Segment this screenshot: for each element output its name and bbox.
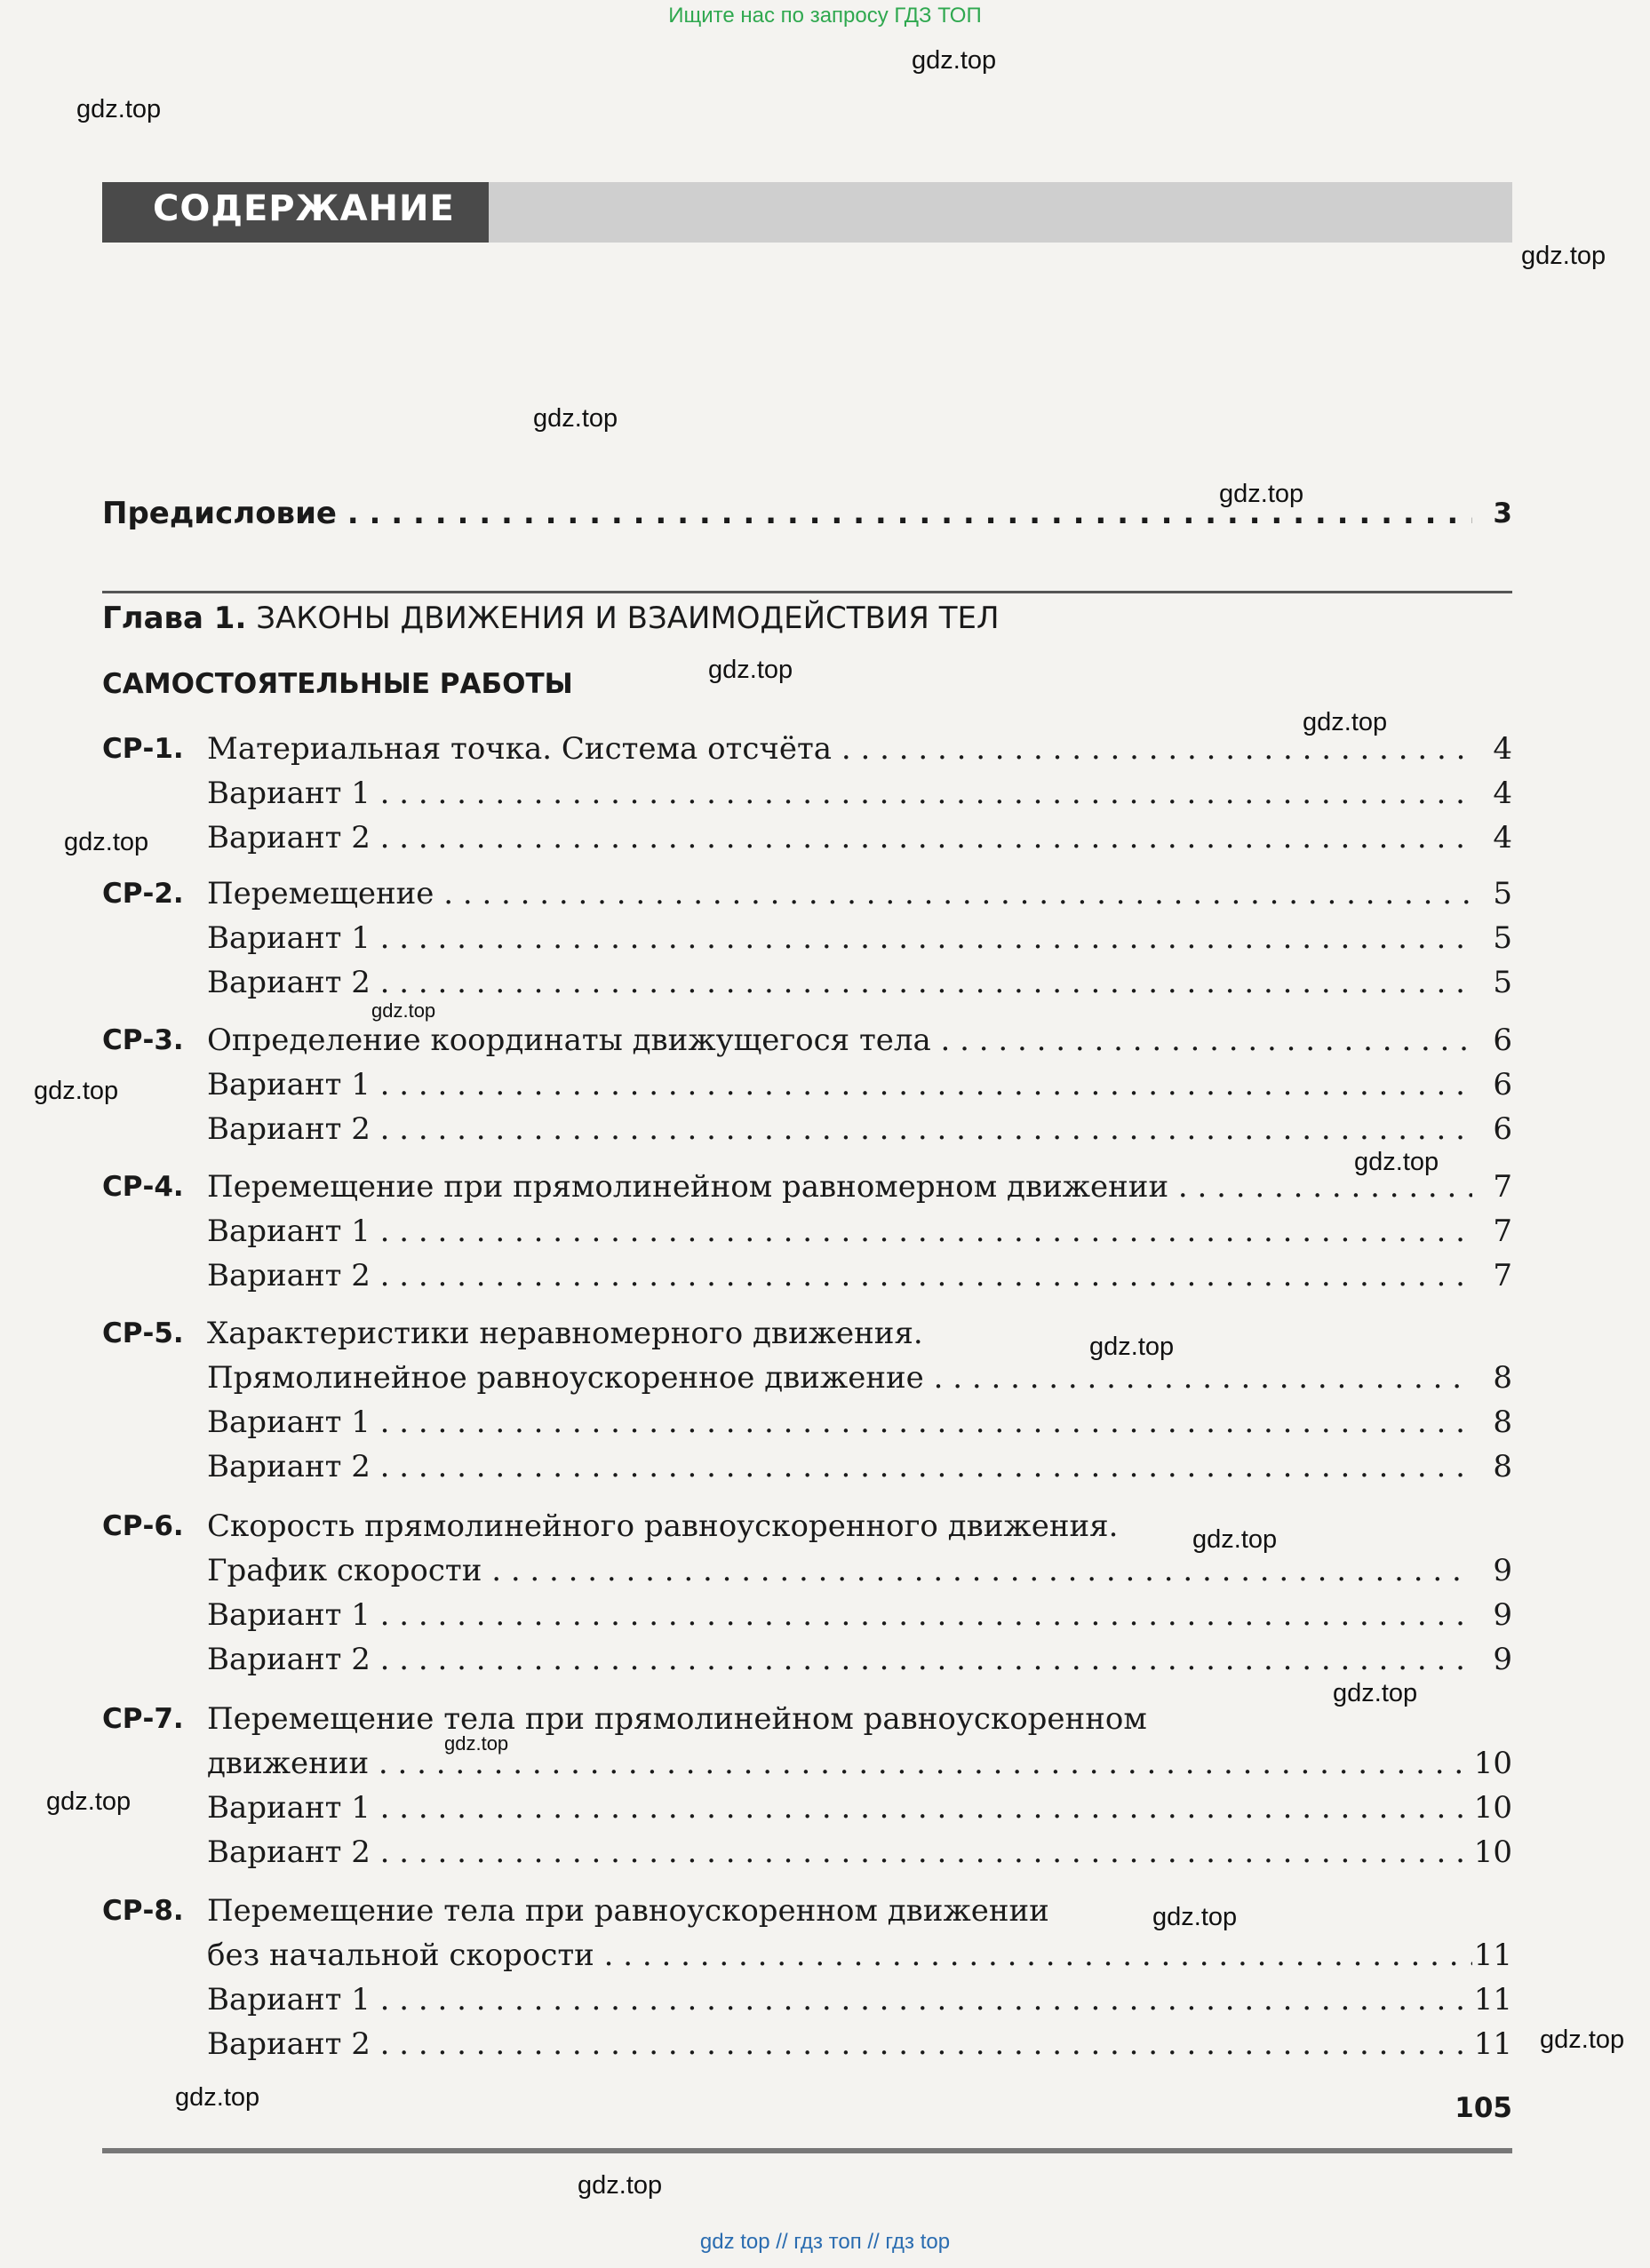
entry-title: Вариант 2 . . . bbox=[207, 1255, 1472, 1296]
watermark: gdz.top bbox=[1333, 1679, 1418, 1707]
entry-page: 8 bbox=[1493, 1449, 1512, 1484]
chapter-label: Глава 1. bbox=[102, 601, 247, 636]
divider bbox=[102, 591, 1512, 593]
watermark: gdz.top bbox=[1540, 2025, 1625, 2054]
watermark: gdz.top bbox=[912, 46, 997, 75]
entry-title: Вариант 1 . . . bbox=[207, 773, 1472, 814]
toc-entry bbox=[102, 1550, 1512, 1591]
entry-page: 11 bbox=[1473, 2026, 1512, 2062]
entry-page: 4 bbox=[1493, 776, 1512, 811]
toc-entry bbox=[102, 1699, 1512, 1739]
watermark: gdz.top bbox=[64, 828, 149, 856]
toc-entry bbox=[102, 773, 1512, 814]
entry-page: 5 bbox=[1493, 965, 1512, 1000]
entry-page: 8 bbox=[1493, 1405, 1512, 1440]
watermark: gdz.top bbox=[444, 1732, 509, 1755]
entry-page: 9 bbox=[1493, 1597, 1512, 1633]
entry-page: 9 bbox=[1493, 1642, 1512, 1677]
entry-code: СР-8. bbox=[102, 1895, 184, 1927]
toc-entry bbox=[102, 1979, 1512, 2020]
watermark: gdz.top bbox=[1521, 242, 1606, 270]
entry-title: Вариант 1 . . . bbox=[207, 1787, 1472, 1828]
entry-page: 11 bbox=[1473, 1938, 1512, 1973]
entry-page: 7 bbox=[1493, 1258, 1512, 1293]
entry-title: График скорости . . . bbox=[207, 1550, 1472, 1591]
entry-code: СР-3. bbox=[102, 1024, 184, 1056]
watermark: gdz.top bbox=[578, 2171, 663, 2200]
entry-page: 7 bbox=[1493, 1214, 1512, 1249]
toc-entry bbox=[102, 2024, 1512, 2065]
section-heading: САМОСТОЯТЕЛЬНЫЕ РАБОТЫ bbox=[102, 668, 573, 700]
page-title: СОДЕРЖАНИЕ bbox=[153, 188, 455, 229]
entry-title: Прямолинейное равноускоренное движение . . . bbox=[207, 1357, 1472, 1398]
entry-page: 5 bbox=[1493, 876, 1512, 911]
entry-title: Вариант 2 . . . bbox=[207, 1109, 1472, 1150]
entry-title: Вариант 2 . . . bbox=[207, 962, 1472, 1003]
watermark: gdz.top bbox=[1303, 708, 1388, 736]
preface-title: Предисловие . . . bbox=[102, 493, 1472, 534]
toc-entry bbox=[102, 1255, 1512, 1296]
entry-title: Перемещение тела при прямолинейном равноускоренном bbox=[207, 1701, 1147, 1737]
watermark: gdz.top bbox=[533, 404, 618, 433]
toc-entry bbox=[102, 1832, 1512, 1873]
top-banner[interactable]: Ищите нас по запросу ГДЗ ТОП bbox=[668, 4, 982, 28]
bottom-banner[interactable]: gdz top // гдз топ // гдз top bbox=[699, 2230, 951, 2254]
entry-title: Скорость прямолинейного равноускоренного движения. bbox=[207, 1508, 1119, 1544]
watermark: gdz.top bbox=[371, 999, 436, 1022]
entry-title: Определение координаты движущегося тела . . . bbox=[207, 1020, 1472, 1061]
toc-entry bbox=[102, 1166, 1512, 1207]
entry-page: 9 bbox=[1493, 1553, 1512, 1588]
entry-code: СР-5. bbox=[102, 1317, 184, 1349]
entry-title: Характеристики неравномерного движения. bbox=[207, 1316, 923, 1351]
toc-entry bbox=[102, 1109, 1512, 1150]
footer-rule bbox=[102, 2148, 1512, 2153]
entry-title: Вариант 1 . . . bbox=[207, 1979, 1472, 2020]
entry-title: Вариант 1 . . . bbox=[207, 1402, 1472, 1443]
entry-title: Вариант 2 . . . bbox=[207, 1832, 1472, 1873]
entry-page: 8 bbox=[1493, 1360, 1512, 1396]
toc-entry bbox=[102, 1743, 1512, 1784]
preface-page: 3 bbox=[1493, 497, 1512, 529]
entry-page: 7 bbox=[1493, 1169, 1512, 1205]
toc-entry bbox=[102, 1402, 1512, 1443]
toc-entry bbox=[102, 1446, 1512, 1487]
entry-code: СР-6. bbox=[102, 1510, 184, 1542]
entry-title: Вариант 1 . . . bbox=[207, 1211, 1472, 1252]
chapter-title: ЗАКОНЫ ДВИЖЕНИЯ И ВЗАИМОДЕЙСТВИЯ ТЕЛ bbox=[256, 601, 1000, 636]
entry-title: Перемещение тела при равноускоренном движении bbox=[207, 1893, 1049, 1929]
watermark: gdz.top bbox=[1192, 1525, 1278, 1554]
entry-title: Вариант 2 . . . bbox=[207, 817, 1472, 858]
entry-title: Перемещение при прямолинейном равномерном движении . . . bbox=[207, 1166, 1472, 1207]
entry-page: 6 bbox=[1493, 1067, 1512, 1102]
watermark: gdz.top bbox=[1219, 480, 1304, 508]
toc-entry bbox=[102, 1064, 1512, 1105]
entry-page: 6 bbox=[1493, 1023, 1512, 1058]
watermark: gdz.top bbox=[175, 2083, 260, 2112]
entry-title: Вариант 2 . . . bbox=[207, 1446, 1472, 1487]
watermark: gdz.top bbox=[34, 1077, 119, 1105]
toc-entry bbox=[102, 1935, 1512, 1976]
page-number: 105 bbox=[1455, 2092, 1512, 2124]
toc-entry bbox=[102, 918, 1512, 959]
entry-code: СР-7. bbox=[102, 1703, 184, 1735]
toc-entry bbox=[102, 1595, 1512, 1635]
entry-title: движении . . . bbox=[207, 1743, 1472, 1784]
entry-title: Вариант 2 . . . bbox=[207, 2024, 1472, 2065]
watermark: gdz.top bbox=[1089, 1333, 1175, 1361]
toc-entry bbox=[102, 962, 1512, 1003]
entry-title: без начальной скорости . . . bbox=[207, 1935, 1472, 1976]
entry-page: 4 bbox=[1493, 820, 1512, 855]
toc-entry bbox=[102, 1506, 1512, 1547]
entry-page: 6 bbox=[1493, 1111, 1512, 1147]
toc-entry bbox=[102, 1020, 1512, 1061]
entry-page: 10 bbox=[1473, 1790, 1512, 1826]
watermark: gdz.top bbox=[46, 1787, 132, 1816]
watermark: gdz.top bbox=[76, 95, 162, 123]
toc-entry bbox=[102, 728, 1512, 769]
toc-entry bbox=[102, 1787, 1512, 1828]
entry-title: Вариант 1 . . . bbox=[207, 1595, 1472, 1635]
entry-page: 11 bbox=[1473, 1982, 1512, 2017]
entry-title: Вариант 2 . . . bbox=[207, 1639, 1472, 1680]
entry-page: 10 bbox=[1473, 1834, 1512, 1870]
entry-page: 10 bbox=[1473, 1746, 1512, 1781]
toc-entry bbox=[102, 1313, 1512, 1354]
toc-entry bbox=[102, 1639, 1512, 1680]
entry-page: 5 bbox=[1493, 920, 1512, 956]
chapter-heading bbox=[102, 601, 1000, 636]
entry-title: Материальная точка. Система отсчёта . . . bbox=[207, 728, 1472, 769]
toc-entry bbox=[102, 1890, 1512, 1931]
toc-entry bbox=[102, 817, 1512, 858]
entry-code: СР-4. bbox=[102, 1171, 184, 1203]
toc-entry bbox=[102, 1211, 1512, 1252]
entry-title: Вариант 1 . . . bbox=[207, 1064, 1472, 1105]
toc-entry bbox=[102, 1357, 1512, 1398]
entry-code: СР-1. bbox=[102, 733, 184, 765]
watermark: gdz.top bbox=[1354, 1148, 1439, 1176]
watermark: gdz.top bbox=[708, 656, 793, 684]
entry-title: Вариант 1 . . . bbox=[207, 918, 1472, 959]
watermark: gdz.top bbox=[1152, 1903, 1238, 1931]
entry-code: СР-2. bbox=[102, 878, 184, 910]
entry-page: 4 bbox=[1493, 731, 1512, 767]
entry-title: Перемещение . . . bbox=[207, 873, 1472, 914]
toc-entry bbox=[102, 873, 1512, 914]
